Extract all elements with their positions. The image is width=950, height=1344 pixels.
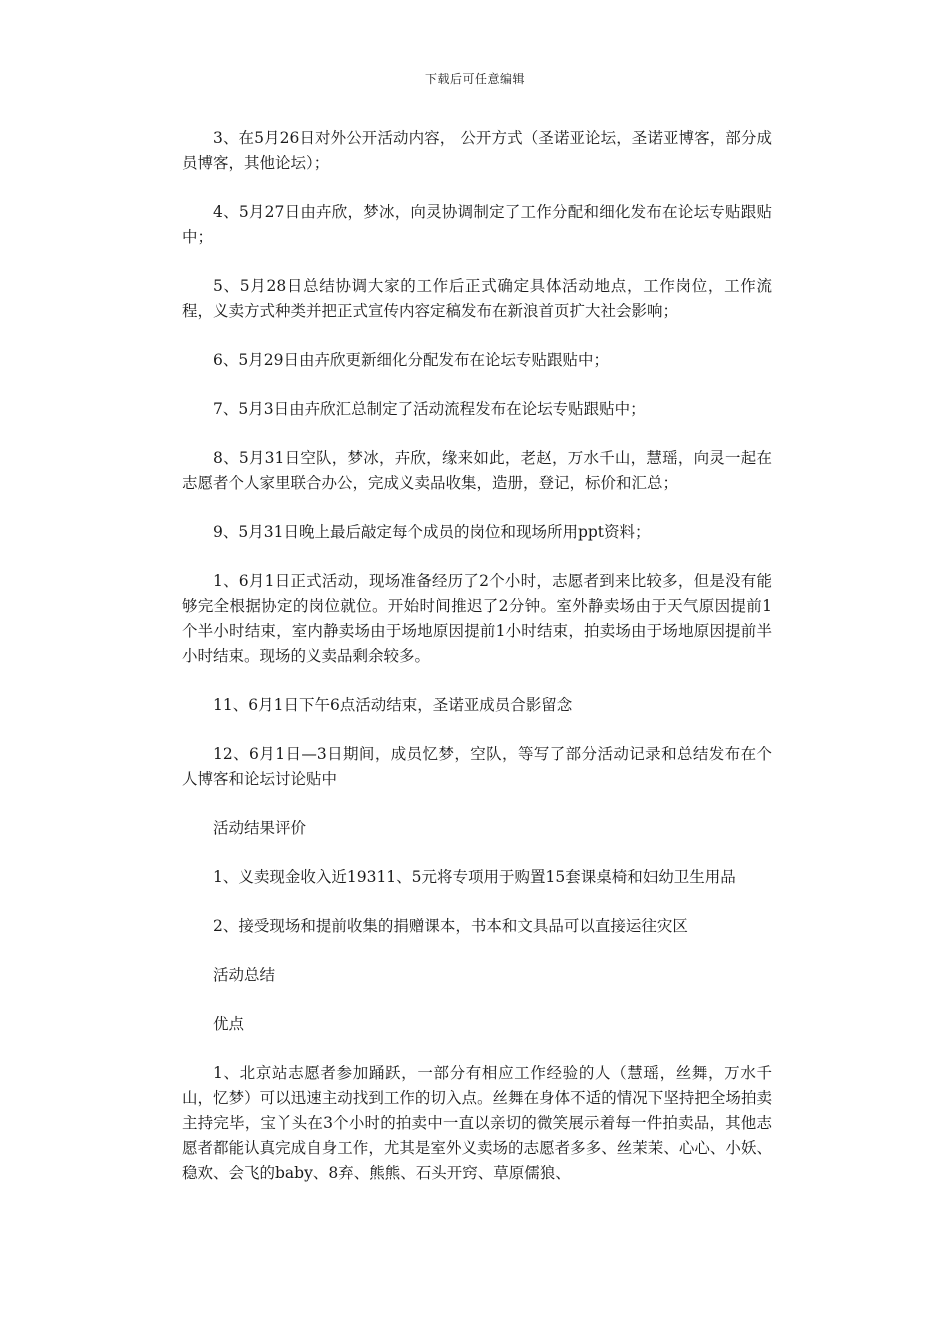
paragraph-step-3: 3、在5月26日对外公开活动内容， 公开方式（圣诺亚论坛，圣诺亚博客，部分成员博客，其他论坛）； bbox=[182, 129, 772, 172]
paragraph-step-7: 7、5月3日由卉欣汇总制定了活动流程发布在论坛专贴跟贴中； bbox=[213, 400, 646, 418]
paragraph-step-12: 12、6月1日—3日期间，成员忆梦，空队，等写了部分活动记录和总结发布在个人博客和论坛讨论贴中 bbox=[182, 745, 772, 788]
paragraph-step-11: 11、6月1日下午6点活动结束，圣诺亚成员合影留念 bbox=[213, 696, 573, 714]
paragraph-step-8: 8、5月31日空队，梦冰，卉欣，缘来如此，老赵，万水千山，慧瑶，向灵一起在志愿者个人家里联合办公，完成义卖品收集，造册，登记，标价和汇总； bbox=[182, 449, 772, 492]
paragraph-result-2: 2、接受现场和提前收集的捐赠课本，书本和文具品可以直接运往灾区 bbox=[213, 917, 688, 935]
paragraph-step-6: 6、5月29日由卉欣更新细化分配发布在论坛专贴跟贴中； bbox=[213, 351, 609, 369]
section-heading-results: 活动结果评价 bbox=[213, 819, 307, 837]
section-heading-summary: 活动总结 bbox=[213, 966, 276, 984]
paragraph-strength-1: 1、北京站志愿者参加踊跃，一部分有相应工作经验的人（慧瑶，丝舞，万水千山，忆梦）可以迅速主动找到工作的切入点。丝舞在身体不适的情况下坚持把全场拍卖主持完毕，宝丫头在3个小时的拍卖中一直以亲切的微笑展示着每一件拍卖品，其他志愿者都能认真完成自身工作，尤其是室外义卖场的志愿者多多、丝茉茉、心心、小妖、稳欢、会飞的baby、8弃、熊熊、石头开窍、草原儒狼、 bbox=[182, 1064, 772, 1182]
paragraph-event-day: 1、6月1日正式活动，现场准备经历了2个小时，志愿者到来比较多，但是没有能够完全根据协定的岗位就位。开始时间推迟了2分钟。室外静卖场由于天气原因提前1个半小时结束，室内静卖场由于场地原因提前1小时结束，拍卖场由于场地原因提前半小时结束。现场的义卖品剩余较多。 bbox=[182, 572, 772, 665]
document-body bbox=[182, 126, 772, 1186]
paragraph-step-9: 9、5月31日晚上最后敲定每个成员的岗位和现场所用ppt资料； bbox=[213, 523, 651, 541]
section-heading-strengths: 优点 bbox=[213, 1015, 245, 1033]
download-note: 下载后可任意编辑 bbox=[424, 72, 525, 86]
paragraph-result-1: 1、义卖现金收入近19311、5元将专项用于购置15套课桌椅和妇幼卫生用品 bbox=[213, 868, 736, 886]
paragraph-step-4: 4、5月27日由卉欣，梦冰，向灵协调制定了工作分配和细化发布在论坛专贴跟贴中； bbox=[182, 203, 772, 246]
paragraph-step-5: 5、5月28日总结协调大家的工作后正式确定具体活动地点，工作岗位，工作流程，义卖方式种类并把正式宣传内容定稿发布在新浪首页扩大社会影响； bbox=[182, 277, 772, 320]
